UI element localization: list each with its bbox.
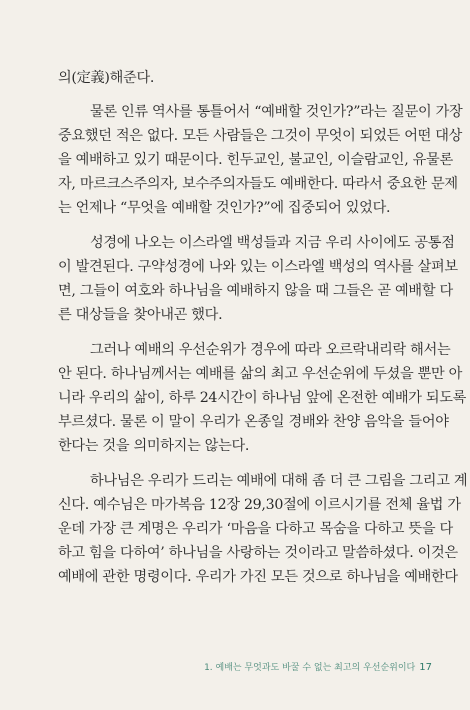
text-line: 의(定義)해준다. [58,70,155,86]
text-line: 물론 인류 역사를 통틀어서 “예배할 것인가?”라는 질문이 가장 [90,104,463,120]
text-line: 른 대상들을 찾아내곤 했다. [58,307,223,323]
text-line: 니라 우리의 삶이, 하루 24시간이 하나님 앞에 온전한 예배가 되도록 [58,390,467,406]
text-line: 한다는 것을 의미하지는 않는다. [58,438,250,454]
text-line: 안 된다. 하나님께서는 예배를 삶의 최고 우선순위에 두셨을 뿐만 아 [58,366,463,382]
text-line: 하나님은 우리가 드리는 예배에 대해 좀 더 큰 그림을 그리고 계 [90,473,468,489]
text-line: 신다. 예수님은 마가복음 12장 29,30절에 이르시기를 전체 율법 가 [58,497,461,513]
text-line: 하고 힘을 다하여’ 하나님을 사랑하는 것이라고 말씀하셨다. 이것은 [58,545,458,561]
text-line: 그러나 예배의 우선순위가 경우에 따라 오르락내리락 해서는 [90,342,451,358]
page-footer [160,660,432,673]
running-title: 1. 예배는 무엇과도 바꿀 수 없는 최고의 우선순위이다 [204,663,416,673]
text-line: 예배에 관한 명령이다. 우리가 가진 모든 것으로 하나님을 예배한다 [58,569,458,585]
text-line: 는 언제나 “무엇을 예배할 것인가?”에 집중되어 있었다. [58,200,391,216]
text-line: 성경에 나오는 이스라엘 백성들과 지금 우리 사이에도 공통점 [90,235,455,251]
text-line: 이 발견된다. 구약성경에 나와 있는 이스라엘 백성의 역사를 살펴보 [58,259,458,275]
text-line: 면, 그들이 여호와 하나님을 예배하지 않을 때 그들은 곧 예배할 다 [58,283,453,299]
text-line: 중요했던 적은 없다. 모든 사람들은 그것이 무엇이 되었든 어떤 대상 [58,128,463,144]
text-line: 을 예배하고 있기 때문이다. 힌두교인, 불교인, 이슬람교인, 유물론 [58,152,453,168]
text-line: 부르셨다. 물론 이 말이 우리가 온종일 경배와 찬양 음악을 들어야 [58,414,449,430]
text-line: 자, 마르크스주의자, 보수주의자들도 예배한다. 따라서 중요한 문제 [58,176,458,192]
text-line: 운데 가장 큰 계명은 우리가 ‘마음을 다하고 목숨을 다하고 뜻을 다 [58,521,453,537]
page-number: 17 [419,662,432,673]
